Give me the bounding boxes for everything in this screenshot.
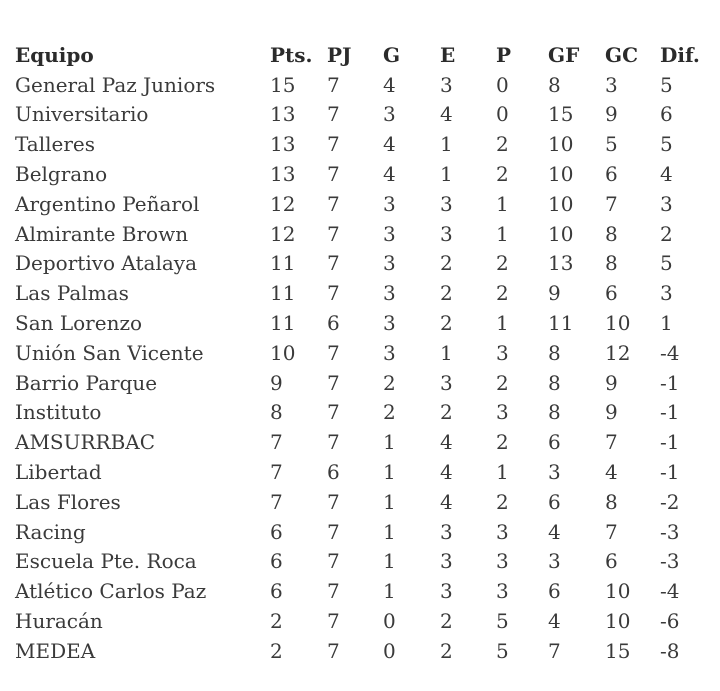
- goals-for-cell: 6: [548, 579, 561, 604]
- goal-difference-cell: -6: [660, 609, 680, 634]
- lost-cell: 2: [496, 162, 509, 187]
- goal-difference-cell: 3: [660, 281, 673, 306]
- team-name-cell: Belgrano: [15, 162, 108, 187]
- team-name-cell: MEDEA: [15, 638, 96, 663]
- header-goal-difference: Dif.: [660, 42, 700, 67]
- team-name-cell: Escuela Pte. Roca: [15, 549, 197, 574]
- goals-against-cell: 10: [605, 609, 631, 634]
- goal-difference-cell: -1: [660, 460, 680, 485]
- goals-for-cell: 8: [548, 370, 561, 395]
- goals-against-cell: 15: [605, 638, 631, 663]
- table-row: [15, 517, 710, 547]
- goal-difference-cell: -1: [660, 370, 680, 395]
- drawn-cell: 2: [440, 311, 453, 336]
- goals-for-cell: 15: [548, 102, 574, 127]
- drawn-cell: 3: [440, 579, 453, 604]
- goals-against-cell: 10: [605, 579, 631, 604]
- team-name-cell: Argentino Peñarol: [15, 191, 200, 216]
- drawn-cell: 2: [440, 281, 453, 306]
- goal-difference-cell: -8: [660, 638, 680, 663]
- header-drawn: E: [440, 42, 456, 67]
- goal-difference-cell: -1: [660, 400, 680, 425]
- won-cell: 0: [383, 638, 396, 663]
- goal-difference-cell: -2: [660, 489, 680, 514]
- team-name-cell: Barrio Parque: [15, 370, 158, 395]
- table-row: [15, 427, 710, 457]
- lost-cell: 0: [496, 102, 509, 127]
- goals-for-cell: 10: [548, 162, 574, 187]
- table-row: [15, 606, 710, 636]
- drawn-cell: 3: [440, 221, 453, 246]
- goal-difference-cell: -3: [660, 549, 680, 574]
- drawn-cell: 4: [440, 460, 453, 485]
- goals-against-cell: 4: [605, 460, 618, 485]
- drawn-cell: 2: [440, 251, 453, 276]
- header-goals-against: GC: [605, 42, 638, 67]
- table-row: [15, 70, 710, 100]
- played-cell: 7: [327, 430, 340, 455]
- points-cell: 9: [270, 370, 283, 395]
- table-row: [15, 129, 710, 159]
- drawn-cell: 3: [440, 549, 453, 574]
- points-cell: 15: [270, 72, 296, 97]
- header-team: Equipo: [15, 42, 94, 67]
- goals-for-cell: 8: [548, 400, 561, 425]
- table-row: [15, 398, 710, 428]
- drawn-cell: 2: [440, 400, 453, 425]
- won-cell: 1: [383, 489, 396, 514]
- goal-difference-cell: 5: [660, 251, 673, 276]
- won-cell: 2: [383, 400, 396, 425]
- lost-cell: 2: [496, 489, 509, 514]
- points-cell: 13: [270, 102, 296, 127]
- standings-table: [15, 40, 710, 666]
- played-cell: 7: [327, 519, 340, 544]
- lost-cell: 2: [496, 251, 509, 276]
- played-cell: 7: [327, 102, 340, 127]
- goals-against-cell: 6: [605, 549, 618, 574]
- goal-difference-cell: -1: [660, 430, 680, 455]
- lost-cell: 3: [496, 400, 509, 425]
- goals-against-cell: 8: [605, 251, 618, 276]
- team-name-cell: Instituto: [15, 400, 102, 425]
- won-cell: 1: [383, 519, 396, 544]
- table-row: [15, 487, 710, 517]
- points-cell: 2: [270, 609, 283, 634]
- team-name-cell: Racing: [15, 519, 86, 544]
- table-row: [15, 278, 710, 308]
- points-cell: 11: [270, 251, 296, 276]
- points-cell: 2: [270, 638, 283, 663]
- team-name-cell: Unión San Vicente: [15, 340, 204, 365]
- lost-cell: 3: [496, 549, 509, 574]
- team-name-cell: Deportivo Atalaya: [15, 251, 198, 276]
- played-cell: 7: [327, 489, 340, 514]
- played-cell: 6: [327, 311, 340, 336]
- table-row: [15, 338, 710, 368]
- table-row: [15, 368, 710, 398]
- won-cell: 3: [383, 221, 396, 246]
- lost-cell: 1: [496, 311, 509, 336]
- goal-difference-cell: 5: [660, 72, 673, 97]
- team-name-cell: Universitario: [15, 102, 149, 127]
- drawn-cell: 3: [440, 519, 453, 544]
- won-cell: 4: [383, 72, 396, 97]
- team-name-cell: Almirante Brown: [15, 221, 189, 246]
- lost-cell: 3: [496, 340, 509, 365]
- table-row: [15, 457, 710, 487]
- won-cell: 3: [383, 102, 396, 127]
- played-cell: 7: [327, 609, 340, 634]
- played-cell: 7: [327, 162, 340, 187]
- team-name-cell: Las Palmas: [15, 281, 129, 306]
- played-cell: 7: [327, 221, 340, 246]
- team-name-cell: Huracán: [15, 609, 103, 634]
- points-cell: 12: [270, 191, 296, 216]
- played-cell: 7: [327, 281, 340, 306]
- lost-cell: 2: [496, 132, 509, 157]
- goals-for-cell: 8: [548, 340, 561, 365]
- won-cell: 3: [383, 251, 396, 276]
- goals-for-cell: 4: [548, 519, 561, 544]
- points-cell: 6: [270, 519, 283, 544]
- goal-difference-cell: 5: [660, 132, 673, 157]
- won-cell: 1: [383, 430, 396, 455]
- header-lost: P: [496, 42, 512, 67]
- header-points: Pts.: [270, 42, 313, 67]
- won-cell: 4: [383, 162, 396, 187]
- drawn-cell: 4: [440, 489, 453, 514]
- header-row: [15, 40, 710, 70]
- goals-against-cell: 3: [605, 72, 618, 97]
- goals-against-cell: 12: [605, 340, 631, 365]
- lost-cell: 1: [496, 191, 509, 216]
- table-row: [15, 159, 710, 189]
- header-won: G: [383, 42, 401, 67]
- points-cell: 8: [270, 400, 283, 425]
- goals-for-cell: 13: [548, 251, 574, 276]
- goals-for-cell: 10: [548, 132, 574, 157]
- goal-difference-cell: -4: [660, 340, 680, 365]
- drawn-cell: 2: [440, 638, 453, 663]
- played-cell: 7: [327, 191, 340, 216]
- goal-difference-cell: 1: [660, 311, 673, 336]
- played-cell: 7: [327, 638, 340, 663]
- goals-for-cell: 10: [548, 191, 574, 216]
- lost-cell: 5: [496, 638, 509, 663]
- points-cell: 13: [270, 162, 296, 187]
- team-name-cell: San Lorenzo: [15, 311, 143, 336]
- lost-cell: 2: [496, 370, 509, 395]
- team-name-cell: General Paz Juniors: [15, 72, 216, 97]
- goals-against-cell: 6: [605, 162, 618, 187]
- table-row: [15, 219, 710, 249]
- header-goals-for: GF: [548, 42, 580, 67]
- played-cell: 7: [327, 400, 340, 425]
- won-cell: 3: [383, 191, 396, 216]
- lost-cell: 3: [496, 519, 509, 544]
- lost-cell: 5: [496, 609, 509, 634]
- lost-cell: 3: [496, 579, 509, 604]
- drawn-cell: 4: [440, 430, 453, 455]
- goals-against-cell: 9: [605, 102, 618, 127]
- points-cell: 11: [270, 311, 296, 336]
- drawn-cell: 2: [440, 609, 453, 634]
- points-cell: 6: [270, 579, 283, 604]
- goals-for-cell: 10: [548, 221, 574, 246]
- lost-cell: 1: [496, 460, 509, 485]
- table-row: [15, 249, 710, 279]
- drawn-cell: 3: [440, 191, 453, 216]
- drawn-cell: 3: [440, 370, 453, 395]
- played-cell: 7: [327, 579, 340, 604]
- goal-difference-cell: -3: [660, 519, 680, 544]
- lost-cell: 2: [496, 281, 509, 306]
- points-cell: 13: [270, 132, 296, 157]
- points-cell: 7: [270, 460, 283, 485]
- team-name-cell: Atlético Carlos Paz: [15, 579, 207, 604]
- drawn-cell: 1: [440, 162, 453, 187]
- points-cell: 6: [270, 549, 283, 574]
- goals-for-cell: 3: [548, 460, 561, 485]
- won-cell: 2: [383, 370, 396, 395]
- won-cell: 3: [383, 281, 396, 306]
- goals-against-cell: 5: [605, 132, 618, 157]
- table-row: [15, 308, 710, 338]
- goal-difference-cell: 3: [660, 191, 673, 216]
- goal-difference-cell: 4: [660, 162, 673, 187]
- goals-for-cell: 4: [548, 609, 561, 634]
- played-cell: 6: [327, 460, 340, 485]
- goals-against-cell: 6: [605, 281, 618, 306]
- won-cell: 1: [383, 549, 396, 574]
- goal-difference-cell: 6: [660, 102, 673, 127]
- goals-against-cell: 10: [605, 311, 631, 336]
- standings-body: [15, 70, 710, 666]
- won-cell: 3: [383, 340, 396, 365]
- goals-against-cell: 7: [605, 191, 618, 216]
- table-row: [15, 189, 710, 219]
- won-cell: 4: [383, 132, 396, 157]
- goals-against-cell: 7: [605, 430, 618, 455]
- points-cell: 12: [270, 221, 296, 246]
- drawn-cell: 1: [440, 132, 453, 157]
- won-cell: 1: [383, 460, 396, 485]
- lost-cell: 1: [496, 221, 509, 246]
- goals-against-cell: 8: [605, 221, 618, 246]
- goal-difference-cell: 2: [660, 221, 673, 246]
- goals-for-cell: 6: [548, 489, 561, 514]
- points-cell: 11: [270, 281, 296, 306]
- table-row: [15, 576, 710, 606]
- goals-against-cell: 9: [605, 400, 618, 425]
- goals-against-cell: 8: [605, 489, 618, 514]
- team-name-cell: AMSURRBAC: [15, 430, 156, 455]
- won-cell: 3: [383, 311, 396, 336]
- goals-for-cell: 7: [548, 638, 561, 663]
- played-cell: 7: [327, 549, 340, 574]
- goals-for-cell: 6: [548, 430, 561, 455]
- team-name-cell: Talleres: [15, 132, 95, 157]
- drawn-cell: 4: [440, 102, 453, 127]
- header-played: PJ: [327, 42, 352, 67]
- table-row: [15, 547, 710, 577]
- table-row: [15, 100, 710, 130]
- played-cell: 7: [327, 370, 340, 395]
- lost-cell: 0: [496, 72, 509, 97]
- lost-cell: 2: [496, 430, 509, 455]
- goals-for-cell: 8: [548, 72, 561, 97]
- won-cell: 0: [383, 609, 396, 634]
- team-name-cell: Libertad: [15, 460, 102, 485]
- team-name-cell: Las Flores: [15, 489, 121, 514]
- goal-difference-cell: -4: [660, 579, 680, 604]
- goals-for-cell: 3: [548, 549, 561, 574]
- goals-against-cell: 9: [605, 370, 618, 395]
- played-cell: 7: [327, 340, 340, 365]
- points-cell: 7: [270, 489, 283, 514]
- points-cell: 10: [270, 340, 296, 365]
- won-cell: 1: [383, 579, 396, 604]
- played-cell: 7: [327, 251, 340, 276]
- played-cell: 7: [327, 132, 340, 157]
- goals-for-cell: 9: [548, 281, 561, 306]
- goals-against-cell: 7: [605, 519, 618, 544]
- table-row: [15, 636, 710, 666]
- played-cell: 7: [327, 72, 340, 97]
- points-cell: 7: [270, 430, 283, 455]
- drawn-cell: 3: [440, 72, 453, 97]
- drawn-cell: 1: [440, 340, 453, 365]
- goals-for-cell: 11: [548, 311, 574, 336]
